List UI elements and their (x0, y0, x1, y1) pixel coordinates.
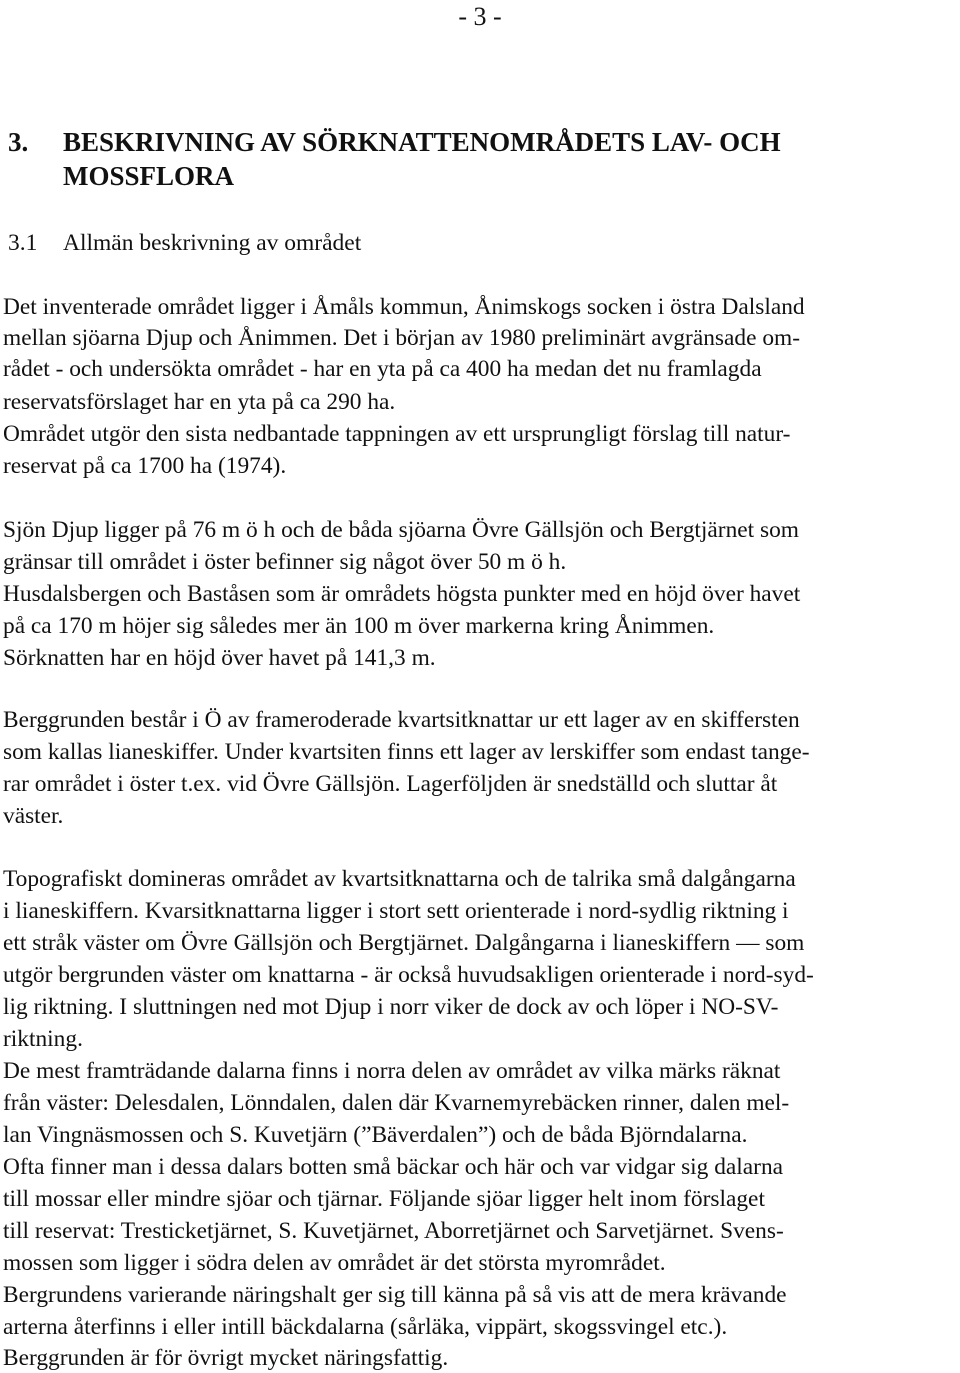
text-line: riktning. (3, 1026, 83, 1052)
text-line: Området utgör den sista nedbantade tappningen av ett ursprungligt förslag till natur- (3, 421, 791, 447)
text-line: De mest framträdande dalarna finns i norra delen av området av vilka märks räknat (3, 1058, 781, 1084)
text-line: rådet - och undersökta området - har en yta på ca 400 ha medan det nu framlagda (3, 356, 762, 382)
text-line: på ca 170 m höjer sig således mer än 100 m över markerna kring Ånimmen. (3, 613, 715, 639)
section-title-line-2: MOSSFLORA (63, 161, 235, 191)
section-number: 3. (8, 127, 29, 157)
text-line: gränsar till området i öster befinner sig något över 50 m ö h. (3, 549, 567, 575)
text-line: mossen som ligger i södra delen av området är det största myrområdet. (3, 1250, 666, 1276)
text-line: mellan sjöarna Djup och Ånimmen. Det i början av 1980 preliminärt avgränsade om- (3, 325, 801, 351)
text-line: Det inventerade området ligger i Åmåls kommun, Ånimskogs socken i östra Dalsland (3, 294, 805, 320)
section-title-line-1: BESKRIVNING AV SÖRKNATTENOMRÅDETS LAV- OCH (63, 127, 781, 157)
text-line: utgör bergrunden väster om knattarna - är också huvudsakligen orienterade i nord-syd- (3, 962, 814, 988)
page-number: - 3 - (458, 2, 502, 31)
text-line: i lianeskiffern. Kvarsitknattarna ligger i stort sett orienterade i nord-sydlig riktning i (3, 898, 789, 924)
text-line: som kallas lianeskiffer. Under kvartsiten finns ett lager av lerskiffer som endast tange- (3, 739, 810, 765)
text-line: Husdalsbergen och Baståsen som är områdets högsta punkter med en höjd över havet (3, 581, 801, 607)
text-line: reservatsförslaget har en yta på ca 290 ha. (3, 389, 396, 415)
text-line: Sörknatten har en höjd över havet på 141,3 m. (3, 645, 436, 671)
text-line: lig riktning. I sluttningen ned mot Djup i norr viker de dock av och löper i NO-SV- (3, 994, 779, 1020)
text-line: Sjön Djup ligger på 76 m ö h och de båda sjöarna Övre Gällsjön och Bergtjärnet som (3, 517, 799, 543)
text-line: arterna återfinns i eller intill bäckdalarna (sårläka, vippärt, skogssvingel etc.). (3, 1314, 728, 1340)
text-line: Topografiskt domineras området av kvartsitknattarna och de talrika små dalgångarna (3, 866, 796, 892)
subsection-number: 3.1 (8, 230, 38, 256)
text-line: till mossar eller mindre sjöar och tjärnar. Följande sjöar ligger helt inom förslaget (3, 1186, 765, 1212)
text-line: väster. (3, 803, 64, 829)
text-line: Berggrunden består i Ö av frameroderade kvartsitknattar ur ett lager av en skiffersten (3, 707, 800, 733)
text-line: ett stråk väster om Övre Gällsjön och Bergtjärnet. Dalgångarna i lianeskiffern — som (3, 930, 805, 956)
text-line: till reservat: Tresticketjärnet, S. Kuvetjärnet, Aborretjärnet och Sarvetjärnet. Svens- (3, 1218, 784, 1244)
subsection-title: Allmän beskrivning av området (63, 230, 362, 256)
text-line: lan Vingnäsmossen och S. Kuvetjärn (”Bäverdalen”) och de båda Björndalarna. (3, 1122, 748, 1148)
text-line: rar området i öster t.ex. vid Övre Gällsjön. Lagerföljden är snedställd och sluttar åt (3, 771, 778, 797)
text-line: Berggrunden är för övrigt mycket näringsfattig. (3, 1345, 449, 1371)
text-line: Ofta finner man i dessa dalars botten små bäckar och här och var vidgar sig dalarna (3, 1154, 784, 1180)
text-line: reservat på ca 1700 ha (1974). (3, 453, 287, 479)
text-line: från väster: Delesdalen, Lönndalen, dalen där Kvarnemyrebäcken rinner, dalen mel- (3, 1090, 790, 1116)
text-line: Bergrundens varierande näringshalt ger sig till känna på så vis att de mera krävande (3, 1282, 787, 1308)
